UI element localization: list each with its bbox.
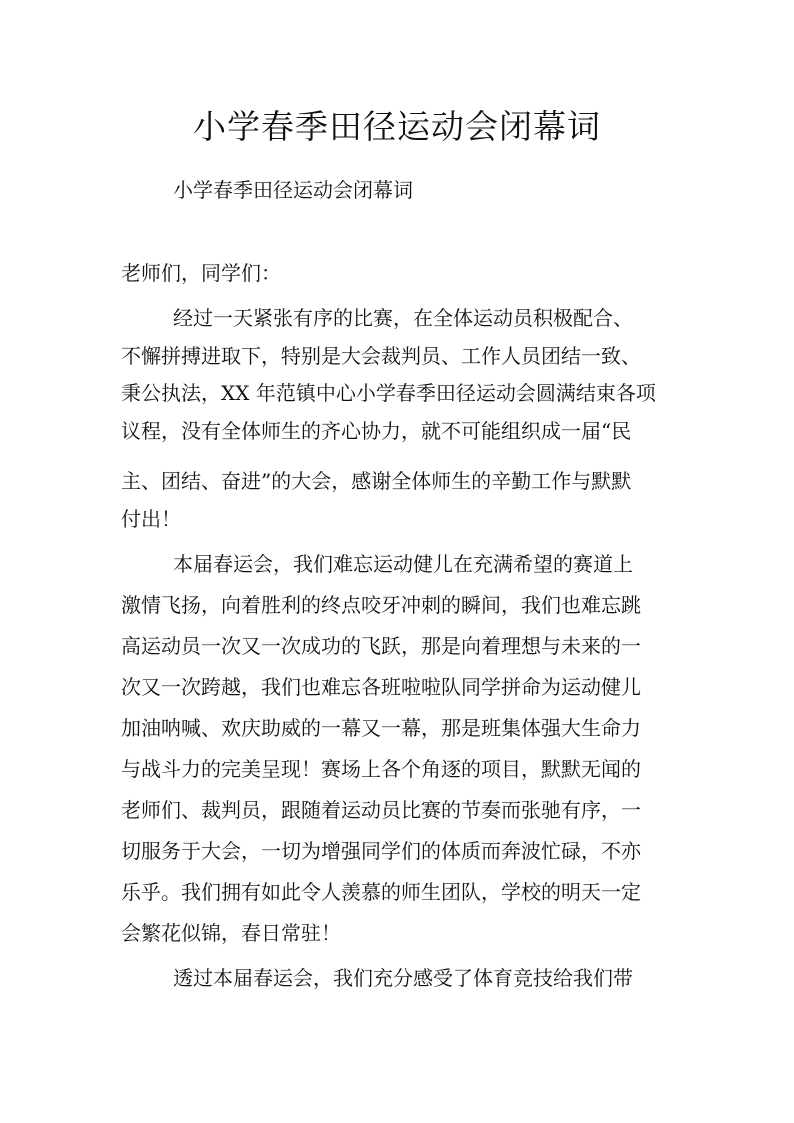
body-line: 与战斗力的完美呈现！赛场上各个角逐的项目，默默无闻的 xyxy=(121,757,641,781)
salutation: 老师们，同学们： xyxy=(121,261,281,285)
document-subtitle: 小学春季田径运动会闭幕词 xyxy=(173,178,413,202)
body-line: 主、团结、奋进”的大会，感谢全体师生的辛勤工作与默默 xyxy=(121,469,632,493)
body-line: 切服务于大会，一切为增强同学们的体质而奔波忙碌，不亦 xyxy=(121,839,641,863)
body-line: 老师们、裁判员，跟随着运动员比赛的节奏而张驰有序，一 xyxy=(121,798,641,822)
body-line: 乐乎。我们拥有如此令人羡慕的师生团队，学校的明天一定 xyxy=(121,880,641,904)
body-line: 本届春运会，我们难忘运动健儿在充满希望的赛道上 xyxy=(173,552,633,576)
body-line: 不懈拼搏进取下，特别是大会裁判员、工作人员团结一致、 xyxy=(121,344,641,368)
body-line: 激情飞扬，向着胜利的终点咬牙冲刺的瞬间，我们也难忘跳 xyxy=(121,593,641,617)
body-line: 付出！ xyxy=(121,507,181,531)
document-title: 小学春季田径运动会闭幕词 xyxy=(193,107,601,146)
body-line: 高运动员一次又一次成功的飞跃，那是向着理想与未来的一 xyxy=(121,634,641,658)
body-line: 议程，没有全体师生的齐心协力，就不可能组织成一届“民 xyxy=(121,419,632,443)
body-line: 加油呐喊、欢庆助威的一幕又一幕，那是班集体强大生命力 xyxy=(121,716,641,740)
body-line: 秉公执法，XX 年范镇中心小学春季田径运动会圆满结束各项 xyxy=(121,381,656,405)
body-line: 经过一天紧张有序的比赛，在全体运动员积极配合、 xyxy=(173,306,633,330)
body-line: 次又一次跨越，我们也难忘各班啦啦队同学拼命为运动健儿 xyxy=(121,675,641,699)
body-line: 会繁花似锦，春日常驻！ xyxy=(121,921,341,945)
body-line: 透过本届春运会，我们充分感受了体育竞技给我们带 xyxy=(173,966,633,990)
